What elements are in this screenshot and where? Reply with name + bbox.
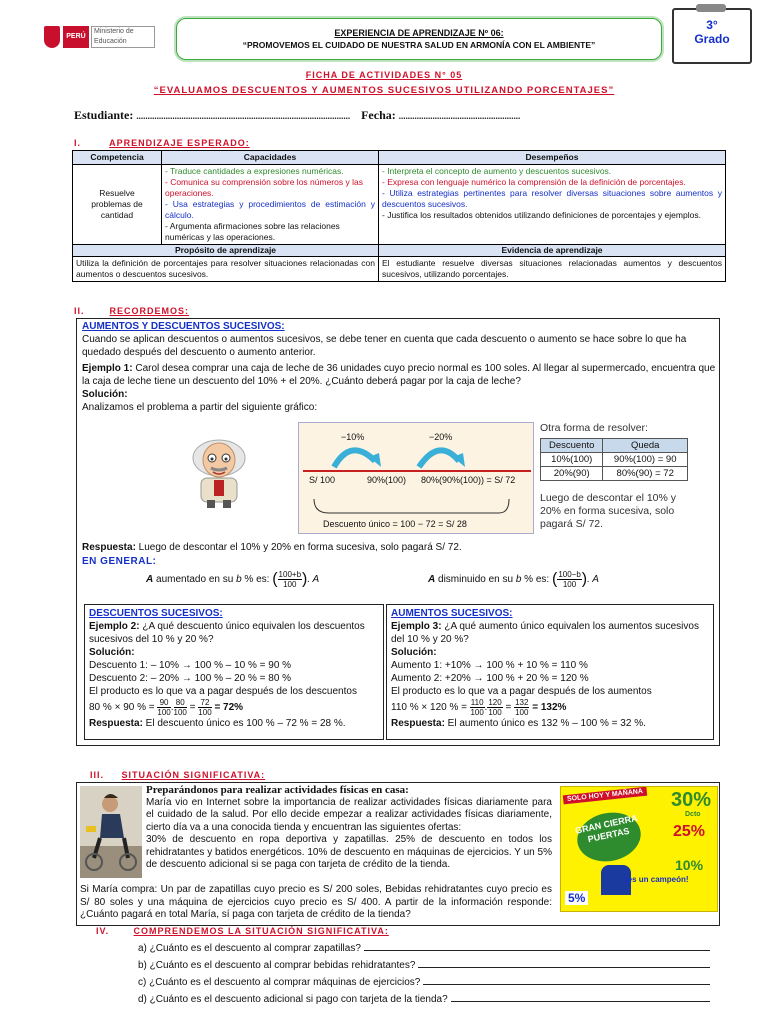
question-c-text: c) ¿Cuánto es el descuento al comprar máquinas de ejercicios?: [138, 977, 421, 988]
questions-list: [138, 940, 710, 1008]
other-r2c2: 80%(90) = 72: [603, 467, 688, 481]
other-way-table: [540, 438, 688, 481]
ad-5-percent: 5%: [565, 891, 588, 905]
example2: [89, 620, 379, 646]
question-b-text: b) ¿Cuánto es el descuento al comprar bebidas rehidratantes?: [138, 960, 416, 971]
ad-dcto: Dcto: [685, 811, 701, 818]
formula-increase-text: aumentado en su: [153, 574, 237, 586]
formula-decrease-b: b: [515, 574, 522, 586]
other-way-title: Otra forma de resolver:: [540, 422, 648, 434]
question-a-text: a) ¿Cuánto es el descuento al comprar zapatillas?: [138, 943, 361, 954]
other-way-note: Luego de descontar el 10% y 20% en forma sucesiva, solo pagará S/ 72.: [540, 492, 677, 530]
situation-heading: Preparándonos para realizar actividades físicas en casa:: [146, 784, 409, 796]
question-c: [138, 974, 710, 991]
section2-title: RECORDEMOS:: [109, 306, 190, 316]
example2-label: Ejemplo 2:: [89, 621, 140, 632]
example2-f2-den: 100: [173, 708, 187, 717]
section2-heading: [74, 306, 189, 316]
example3-product-lhs: 110 % × 120 % =: [391, 702, 467, 714]
formula-increase-num: 100+b: [278, 570, 302, 579]
proposito-cell: Utiliza la definición de porcentajes para resolver situaciones relacionadas con aumentos o descuentos sucesivos.: [73, 257, 379, 282]
formula-decrease-den: 100: [562, 580, 577, 589]
example2-answer: [89, 717, 379, 730]
date-field[interactable]: ......................................................: [398, 111, 521, 121]
example3-f2-den: 100: [488, 708, 502, 717]
capacidad-3: - Usa estrategias y procedimientos de estimación y cálculo.: [165, 199, 375, 220]
example1-label: Ejemplo 1:: [82, 363, 133, 374]
diagram-node1: S/ 100: [309, 475, 336, 485]
situation-paragraph1: María vio en Internet sobre la importancia de realizar actividades físicas diariamente para el cuidado de la salud. Por ello decide empezar a realizar actividades físicas diariamente, cierto día va a una conocida tienda y encuentran las siguientes ofertas:: [146, 796, 552, 833]
section3-heading: [90, 770, 265, 780]
section1-title: APRENDIZAJE ESPERADO:: [109, 138, 250, 148]
section3-title: SITUACIÓN SIGNIFICATIVA:: [121, 770, 266, 780]
ficha-title: FICHA DE ACTIVIDADES N° 05: [305, 70, 463, 80]
desempeno-1: - Interpreta el concepto de aumento y descuentos sucesivos.: [382, 166, 612, 176]
capacidad-4: - Argumenta afirmaciones sobre las relaciones numéricas y las operaciones.: [165, 221, 340, 242]
example2-f1-num: 90: [157, 698, 170, 708]
desempeno-2: - Expresa con lenguaje numérico la comprensión de la definición de porcentajes.: [382, 177, 686, 187]
recordemos-content: [82, 320, 718, 414]
answer-text: Luego de descontar el 10% y 20% en forma sucesiva, solo pagará S/ 72.: [135, 542, 462, 553]
example1-text: Carol desea comprar una caja de leche de 36 unidades cuyo precio normal es 100 soles. Al llegar al supermercado, encuentra que la caja de leche tiene un descuento del 10% + el 20%. ¿Cuánto deberá pagar por la caja de leche?: [82, 363, 716, 387]
question-d-answer[interactable]: [451, 991, 710, 1002]
answer-label: Respuesta:: [82, 542, 136, 553]
ad-top-banner: SOLO HOY Y MAÑANA: [563, 787, 647, 805]
section4-title: COMPRENDEMOS LA SITUACIÓN SIGNIFICATIVA:: [133, 926, 389, 936]
student-field[interactable]: ...............................................................................................: [136, 111, 351, 121]
diagram-arc1-label: −10%: [341, 432, 365, 442]
example3-f1-num: 110: [470, 698, 484, 707]
formula-decrease-text: disminuido en su: [435, 574, 516, 586]
formula-increase-text2: % es:: [241, 574, 273, 586]
diagram-unique-discount: Descuento único = 100 − 72 = S/ 28: [323, 519, 467, 529]
store-sale-ad: [560, 786, 718, 912]
capacidad-1: - Traduce cantidades a expresiones numéricas.: [165, 166, 344, 176]
other-head-queda: Queda: [603, 439, 688, 453]
competencia-cell: Resuelve problemas de cantidad: [73, 165, 162, 245]
section2-num: II.: [74, 306, 85, 316]
example2-product: 80 % × 90 % = $\frac{90}{100}$ . $\frac{80}{100}$ = $\frac{72}{100}$ = 72%: [89, 698, 244, 717]
example1: [82, 362, 718, 388]
student-row: [74, 108, 520, 123]
section3-num: III.: [90, 770, 105, 780]
experience-title: EXPERIENCIA DE APRENDIZAJE Nº 06:: [334, 28, 504, 38]
example2-f1-den: 100: [157, 708, 171, 717]
situation-content: [146, 784, 552, 872]
formula-increase-A: A: [146, 574, 154, 586]
desempeno-4: - Justifica los resultados obtenidos utilizando definiciones de porcentajes y ejemplos.: [382, 210, 701, 220]
other-r2c1: 20%(90): [541, 467, 603, 481]
example3-solution-label: Solución:: [391, 647, 437, 658]
question-b-answer[interactable]: [418, 957, 710, 968]
example2-text: ¿A qué descuento único equivalen los descuentos sucesivos del 10 % y 20 %?: [89, 621, 365, 645]
learning-table: [72, 150, 726, 282]
grade-number: 3°: [706, 18, 718, 32]
date-label: Fecha:: [361, 108, 396, 122]
discounts-title: DESCUENTOS SUCESIVOS:: [89, 608, 223, 619]
col-competencia: Competencia: [73, 151, 162, 165]
section1-num: I.: [74, 138, 82, 148]
experience-subtitle: “PROMOVEMOS EL CUIDADO DE NUESTRA SALUD EN ARMONÍA CON EL AMBIENTE”: [242, 40, 596, 50]
example3-answer-label: Respuesta:: [391, 718, 445, 729]
student-label: Estudiante:: [74, 108, 134, 122]
example3-answer-text: El aumento único es 132 % – 100 % = 32 %.: [444, 718, 646, 729]
example2-line2: Descuento 2: – 20% → 100 % – 20 % = 80 %: [89, 673, 292, 684]
grade-box: [672, 8, 752, 64]
formula-increase-fraction: [278, 570, 302, 589]
example2-product-result: = 72%: [214, 702, 244, 714]
discount-diagram: [298, 422, 534, 534]
example2-product-lhs: 80 % × 90 % =: [89, 702, 155, 714]
capacidad-2: - Comunica su comprensión sobre los números y las operaciones.: [165, 177, 363, 198]
question-d: [138, 991, 710, 1008]
example2-f3-den: 100: [198, 708, 212, 717]
experience-banner: [176, 18, 662, 60]
question-a-answer[interactable]: [364, 940, 710, 951]
example3-f2-num: 120: [488, 698, 502, 707]
logo-ministry-text: Ministerio de Educación: [91, 26, 155, 48]
example2-solution-label: Solución:: [89, 647, 135, 658]
formula-decrease-fraction: [557, 570, 581, 589]
einstein-character-illustration: [185, 428, 253, 508]
ad-campeon: ¡es un campeón!: [625, 875, 689, 884]
ad-30-percent: 30%: [671, 789, 712, 811]
question-c-answer[interactable]: [423, 974, 710, 985]
logo-peru-text: PERÚ: [63, 26, 89, 48]
diagram-arc2-label: −20%: [429, 432, 453, 442]
question-b: [138, 957, 710, 974]
section4-num: IV.: [96, 926, 110, 936]
example2-f2-num: 80: [174, 698, 187, 708]
example3-line3: El producto es lo que va a pagar después de los aumentos: [391, 686, 652, 697]
solution-label: Solución:: [82, 389, 128, 400]
col-capacidades: Capacidades: [162, 151, 379, 165]
formula-decrease-tail: . A: [587, 574, 599, 586]
formula-decrease: A disminuido en su b % es: ( $\frac{100-b}{100}$ ). A: [428, 570, 599, 589]
diagram-node2: 90%(100): [367, 475, 407, 485]
example3-f3-num: 132: [515, 698, 529, 707]
other-head-descuento: Descuento: [541, 439, 603, 453]
example3-f1-den: 100: [470, 708, 484, 717]
peru-shield-icon: [44, 26, 60, 48]
section1-heading: [74, 138, 250, 148]
discounts-box: [84, 604, 384, 740]
example3-product: 110 % × 120 % = $\frac{110}{100}$ . $\frac{120}{100}$ = $\frac{132}{100}$ = 132%: [391, 698, 567, 717]
example3-text: ¿A qué aumento único equivalen los aumentos sucesivos del 10 % y 20 %?: [391, 621, 699, 645]
example3-line2: Aumento 2: +20% → 100 % + 20 % = 120 %: [391, 673, 589, 684]
formula-decrease-A: A: [428, 574, 436, 586]
example2-answer-text: El descuento único es 100 % – 72 % = 28 %.: [142, 718, 346, 729]
other-r1c1: 10%(100): [541, 453, 603, 467]
example3-line1: Aumento 1: +10% → 100 % + 10 % = 110 %: [391, 660, 588, 671]
section4-heading: [96, 926, 389, 936]
formula-decrease-num: 100−b: [558, 570, 581, 579]
minedu-logo: [44, 26, 156, 48]
formula-increase: A aumentado en su b % es: ( $\frac{100+b}{100}$ ). A: [146, 570, 320, 589]
proposito-head: Propósito de aprendizaje: [73, 245, 379, 257]
analyze-text: Analizamos el problema a partir del siguiente gráfico:: [82, 402, 318, 413]
evidencia-head: Evidencia de aprendizaje: [379, 245, 726, 257]
evidencia-cell: El estudiante resuelve diversas situaciones relacionadas aumentos y descuentos sucesivos, utilizando porcentajes.: [379, 257, 726, 282]
question-a: [138, 940, 710, 957]
formula-increase-tail: . A: [307, 574, 320, 586]
other-r1c2: 90%(100) = 90: [603, 453, 688, 467]
question-d-text: d) ¿Cuánto es el descuento adicional si pago con tarjeta de la tienda?: [138, 994, 448, 1005]
formula-increase-b: b: [236, 574, 242, 586]
clipboard-clip-icon: [696, 4, 726, 12]
example3: [391, 620, 709, 646]
ad-25-percent: 25%: [673, 823, 706, 840]
example3-label: Ejemplo 3:: [391, 621, 442, 632]
increases-title: AUMENTOS SUCESIVOS:: [391, 608, 513, 619]
example3-f3-den: 100: [515, 708, 529, 717]
recordemos-box-title: AUMENTOS Y DESCUENTOS SUCESIVOS:: [82, 321, 285, 332]
formula-decrease-text2: % es:: [521, 574, 552, 586]
example2-line3: El producto es lo que va a pagar después de los descuentos: [89, 686, 357, 697]
en-general-label: EN GENERAL:: [82, 556, 157, 567]
col-desempenos: Desempeños: [379, 151, 726, 165]
ficha-subtitle: “EVALUAMOS DESCUENTOS Y AUMENTOS SUCESIVOS UTILIZANDO PORCENTAJES”: [153, 85, 615, 96]
increases-box: [386, 604, 714, 740]
ad-10-percent: 10%: [675, 857, 704, 873]
example2-line1: Descuento 1: – 10% → 100 % – 10 % = 90 %: [89, 660, 292, 671]
recordemos-intro: Cuando se aplican descuentos o aumentos sucesivos, se debe tener en cuenta que cada descuento o aumento se hace sobre lo que ha quedado después del descuento o aumento anterior.: [82, 334, 687, 358]
woman-exercising-photo: [80, 786, 142, 878]
example1-answer: [82, 542, 462, 553]
example2-f3-num: 72: [198, 698, 211, 708]
capacidades-cell: [162, 165, 379, 245]
desempenos-cell: [379, 165, 726, 245]
desempeno-3: - Utiliza estrategias pertinentes para resolver diversas situaciones sobre aumentos y descuentos sucesivos.: [382, 188, 722, 209]
situation-paragraph2: 30% de descuento en ropa deportiva y zapatillas. 25% de descuento en todos los rehidratantes y batidos energéticos. 10% de descuento en máquinas de ejercicios. Y un 5% de descuento adicional si se paga con tarjeta de crédito de la tienda.: [146, 834, 552, 870]
example2-answer-label: Respuesta:: [89, 718, 143, 729]
diagram-node3: 80%(90%(100)) = S/ 72: [421, 475, 516, 485]
grade-label: Grado: [694, 32, 730, 46]
situation-paragraph3: Si María compra: Un par de zapatillas cuyo precio es S/ 200 soles, Bebidas rehidratantes cuyo precio es S/ 80 soles y una máquina de ejercicios cuyo precio es S/ 400. A partir de la información responde: ¿Cuánto pagará en total María, sí paga con tarjeta de crédito de la tienda?: [80, 884, 552, 920]
ad-gran-cierra-puertas: GRAN CIERRA PUERTAS: [573, 807, 646, 867]
example3-answer: [391, 717, 709, 730]
formula-increase-den: 100: [283, 580, 297, 589]
example3-product-result: = 132%: [532, 702, 567, 714]
